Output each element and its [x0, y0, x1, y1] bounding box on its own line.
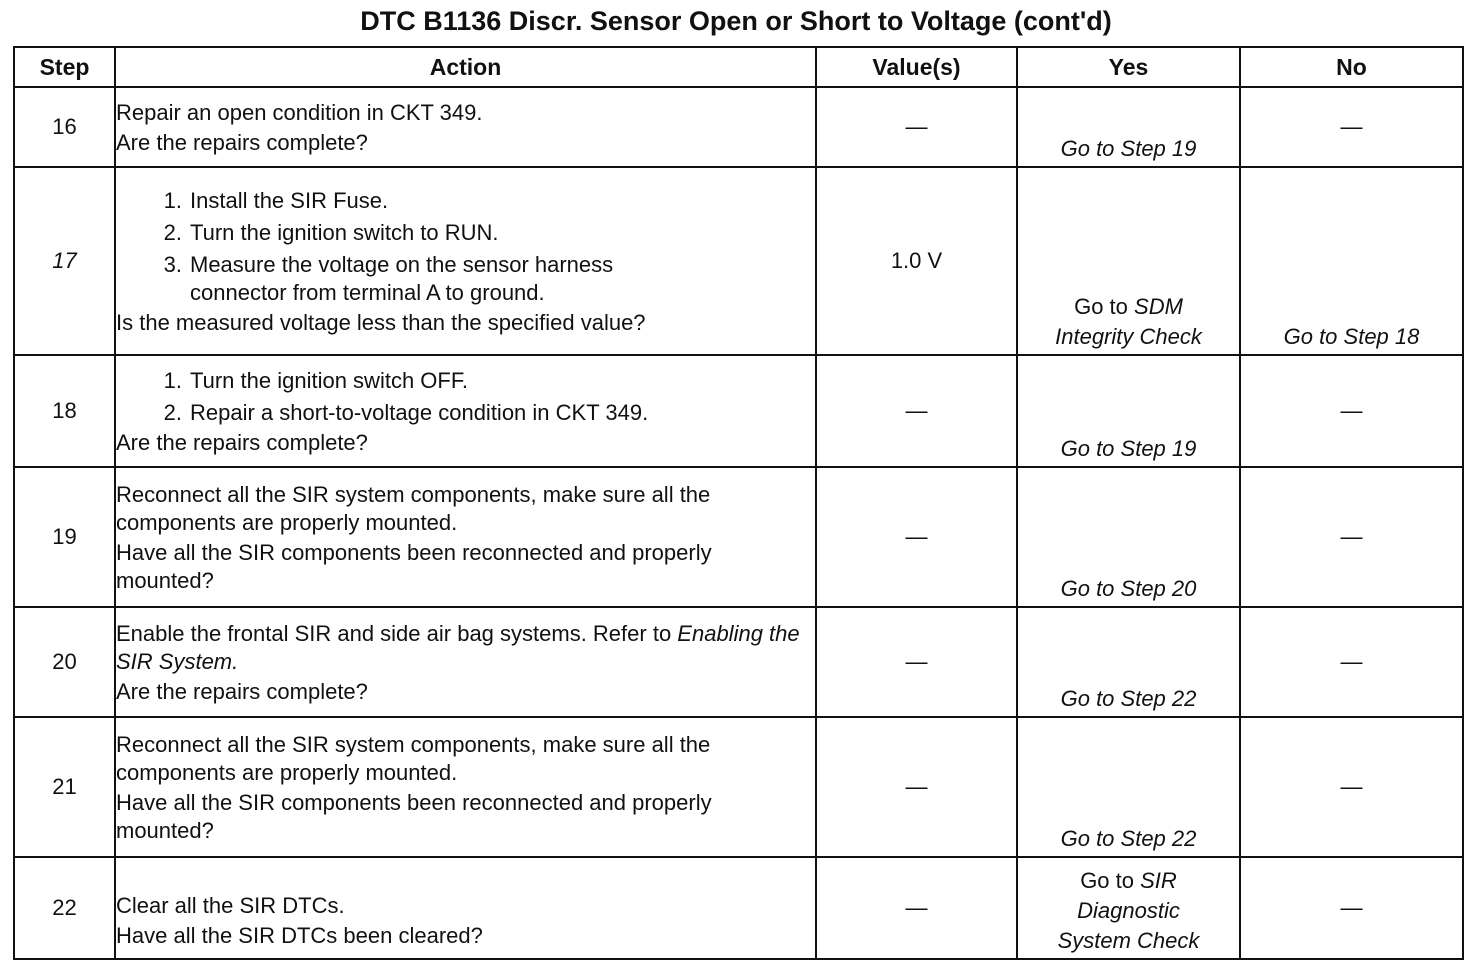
value-text: —: [905, 398, 928, 423]
table-row: [14, 87, 1463, 167]
table-row: [14, 355, 1463, 467]
table-header-row: [14, 47, 1463, 87]
action-cell: [115, 467, 816, 607]
no-text: —: [1340, 398, 1363, 423]
table-row: [14, 467, 1463, 607]
header-action: Action: [115, 47, 816, 87]
no-text: —: [1340, 774, 1363, 799]
action-text: Clear all the SIR DTCs.: [116, 893, 345, 918]
yes-cell: [1017, 87, 1240, 167]
yes-link: SIR: [1140, 868, 1177, 893]
list-text: Turn the ignition switch OFF.: [190, 368, 468, 393]
no-cell: [1240, 87, 1463, 167]
step-number: 16: [14, 87, 115, 167]
yes-cell: [1017, 857, 1240, 959]
no-cell: [1240, 607, 1463, 717]
action-list-item: [116, 399, 815, 427]
no-cell: [1240, 167, 1463, 355]
list-number: 2.: [163, 220, 182, 245]
header-yes: Yes: [1017, 47, 1240, 87]
yes-cell: [1017, 467, 1240, 607]
yes-prefix: Go to: [1074, 294, 1135, 319]
table-row: [14, 857, 1463, 959]
yes-text: Go to Step 19: [1060, 136, 1197, 161]
action-list-item: [116, 251, 815, 307]
header-values: Value(s): [816, 47, 1017, 87]
value-cell: [816, 355, 1017, 467]
no-cell: [1240, 467, 1463, 607]
action-question: Have all the SIR components been reconnected and properly mounted?: [116, 790, 712, 843]
action-question: Are the repairs complete?: [116, 679, 368, 704]
no-cell: [1240, 717, 1463, 857]
action-text: Reconnect all the SIR system components, make sure all the components are properly mounted.: [116, 482, 711, 535]
no-text: —: [1340, 895, 1363, 920]
value-text: —: [905, 774, 928, 799]
yes-cell: [1017, 167, 1240, 355]
action-reference: Enabling the SIR System.: [116, 621, 800, 674]
no-text: —: [1340, 114, 1363, 139]
no-text: —: [1340, 524, 1363, 549]
action-question: Is the measured voltage less than the specified value?: [116, 310, 646, 335]
value-cell: [816, 607, 1017, 717]
action-list-item: [116, 367, 815, 395]
value-text: —: [905, 524, 928, 549]
yes-cell: [1017, 607, 1240, 717]
yes-text: [1018, 866, 1239, 956]
yes-text: Go to Step 22: [1060, 686, 1197, 711]
list-text: Repair a short-to-voltage condition in CKT 349.: [190, 400, 649, 425]
list-text: Measure the voltage on the sensor harness connector from terminal A to ground.: [190, 252, 614, 305]
action-question: Are the repairs complete?: [116, 430, 368, 455]
yes-link: System Check: [1057, 928, 1200, 953]
action-text: Reconnect all the SIR system components, make sure all the components are properly mounted.: [116, 732, 711, 785]
action-cell: [115, 857, 816, 959]
list-text: Install the SIR Fuse.: [190, 188, 389, 213]
step-number: 20: [14, 607, 115, 717]
list-text: Turn the ignition switch to RUN.: [190, 220, 499, 245]
yes-link: SDM: [1134, 294, 1183, 319]
list-number: 1.: [163, 188, 182, 213]
table-row: [14, 717, 1463, 857]
table-row: [14, 607, 1463, 717]
list-number: 2.: [163, 400, 182, 425]
list-number: 1.: [163, 368, 182, 393]
action-question: Have all the SIR DTCs been cleared?: [116, 923, 483, 948]
header-step: Step: [14, 47, 115, 87]
value-cell: [816, 857, 1017, 959]
action-text: Repair an open condition in CKT 349.: [116, 100, 483, 125]
action-question: Have all the SIR components been reconnected and properly mounted?: [116, 540, 712, 593]
yes-text: [1018, 292, 1239, 352]
no-cell: [1240, 355, 1463, 467]
header-no: No: [1240, 47, 1463, 87]
list-number: 3.: [163, 252, 182, 277]
yes-cell: [1017, 355, 1240, 467]
yes-text: Go to Step 19: [1060, 436, 1197, 461]
value-text: —: [905, 114, 928, 139]
yes-prefix: Go to: [1080, 868, 1141, 893]
value-text: —: [905, 649, 928, 674]
yes-text: Go to Step 22: [1060, 826, 1197, 851]
action-list-item: [116, 219, 815, 247]
value-text: 1.0 V: [890, 248, 943, 273]
step-number: 21: [14, 717, 115, 857]
page-title: DTC B1136 Discr. Sensor Open or Short to Voltage (cont'd): [360, 6, 1112, 36]
step-number: 22: [14, 857, 115, 959]
action-cell: [115, 355, 816, 467]
yes-text: Go to Step 20: [1060, 576, 1197, 601]
action-cell: [115, 167, 816, 355]
no-cell: [1240, 857, 1463, 959]
action-text-prefix: Enable the frontal SIR and side air bag systems. Refer to: [116, 621, 678, 646]
value-text: —: [905, 895, 928, 920]
step-number: 19: [14, 467, 115, 607]
action-text: [116, 620, 815, 676]
yes-link: Integrity Check: [1055, 324, 1202, 349]
step-number: 18: [14, 355, 115, 467]
value-cell: [816, 467, 1017, 607]
value-cell: [816, 717, 1017, 857]
value-cell: [816, 87, 1017, 167]
yes-link: Diagnostic: [1077, 898, 1180, 923]
no-text: —: [1340, 649, 1363, 674]
step-number: 17: [14, 167, 115, 355]
yes-cell: [1017, 717, 1240, 857]
table-row: [14, 167, 1463, 355]
action-cell: [115, 717, 816, 857]
diagnostic-table: [13, 46, 1464, 960]
action-list-item: [116, 187, 815, 215]
action-cell: [115, 607, 816, 717]
action-cell: [115, 87, 816, 167]
no-text: Go to Step 18: [1283, 324, 1420, 349]
action-question: Are the repairs complete?: [116, 130, 368, 155]
value-cell: [816, 167, 1017, 355]
